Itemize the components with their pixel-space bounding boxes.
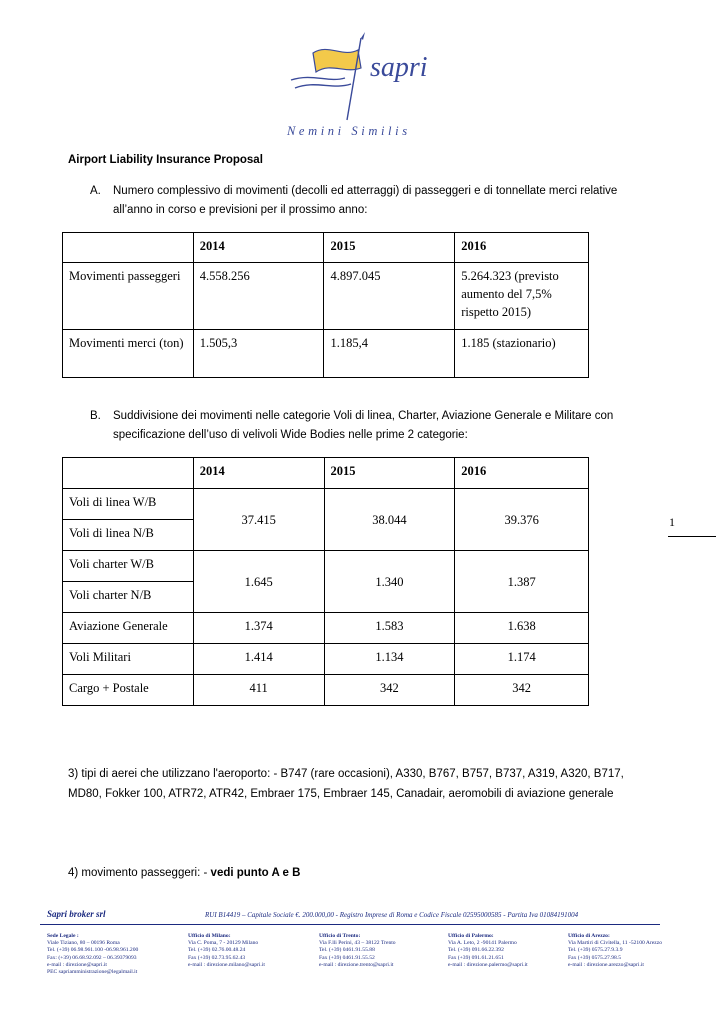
table-cell: 1.505,3 — [193, 330, 324, 378]
office-email: e-mail : direzione.trento@sapri.it — [319, 961, 394, 968]
office-line: Tel. (+39) 091.66.22.392 — [448, 947, 504, 954]
header-cell — [63, 458, 194, 489]
office-line: Via A. Leto, 2 -90141 Palermo — [448, 940, 517, 947]
table-header-row — [63, 233, 589, 263]
office-trento — [319, 933, 396, 969]
row-label: Cargo + Postale — [63, 675, 194, 706]
table-cell: 37.415 — [193, 489, 324, 551]
row-label: Aviazione Generale — [63, 613, 194, 644]
header-cell: 2015 — [324, 233, 455, 263]
table-row — [63, 613, 589, 644]
row-label: Voli Militari — [63, 644, 194, 675]
table-cell: 4.897.045 — [324, 263, 455, 330]
office-palermo — [448, 933, 528, 969]
section-a-marker: A. — [90, 185, 101, 197]
aircraft-types-text: 3) tipi di aerei che utilizzano l'aeroporto: - B747 (rare occasioni), A330, B767, B757, B737, A319, A320, B717, MD80, Fokker 100, ATR72, ATR42, Embraer 175, Embraer 145, Canadair, aeromobili di aviazione generale — [68, 768, 624, 800]
office-line: Via Martiri di Civitella, 11 -52100 Arezzo — [568, 940, 663, 947]
table-cell: 411 — [193, 675, 324, 706]
table-cell: 1.185 (stazionario) — [455, 330, 589, 378]
table-cell: 1.645 — [193, 551, 324, 613]
table-row — [63, 330, 589, 378]
footer-divider — [40, 924, 660, 925]
office-line: Via C. Poma, 7 - 20129 Milano — [188, 940, 259, 947]
table-cell: 1.638 — [455, 613, 589, 644]
office-email: e-mail : direzione.arezzo@sapri.it — [568, 961, 644, 968]
section-a-text: Numero complessivo di movimenti (decolli ed atterraggi) di passeggeri e di tonnellate merci relative all’anno in corso e previsioni per il prossimo anno: — [113, 185, 618, 216]
section-b-text: Suddivisione dei movimenti nelle categorie Voli di linea, Charter, Aviazione Generale e Militare con specificazione dell’uso di velivoli Wide Bodies nelle prime 2 categorie: — [113, 410, 614, 441]
table-cell: 39.376 — [455, 489, 589, 551]
office-line: Via F.lli Perini, 43 – 38122 Trento — [319, 940, 396, 947]
document-title: Airport Liability Insurance Proposal — [68, 154, 263, 166]
office-title: Ufficio di Arezzo: — [568, 933, 610, 939]
table-row — [63, 675, 589, 706]
table-movements — [62, 232, 589, 378]
office-title: Ufficio di Palermo: — [448, 933, 494, 939]
header-cell: 2014 — [193, 458, 324, 489]
row-label: Voli di linea W/B — [63, 489, 194, 520]
office-email: e-mail : direzione@sapri.it — [47, 961, 107, 968]
office-arezzo — [568, 933, 662, 969]
header-cell: 2016 — [455, 233, 589, 263]
row-label: Voli charter W/B — [63, 551, 194, 582]
office-line: Fax (+39) 091.61.21.651 — [448, 954, 504, 961]
office-line: Fax (+39) 02.73.95.62.43 — [188, 954, 246, 961]
office-line: Tel. (+39) 02.76.00.48.24 — [188, 947, 246, 954]
table-row — [63, 263, 589, 330]
table-cell: 342 — [324, 675, 455, 706]
logo-tagline: Nemini Similis — [287, 124, 411, 138]
table-row — [63, 489, 589, 520]
footer-registration: RUI B14419 – Capitale Sociale €. 200.000,00 - Registro Imprese di Roma e Codice Fiscale 02595000585 - Partita Iva 01084191004 — [205, 911, 579, 919]
table-cell: 1.374 — [193, 613, 324, 644]
row-label: Movimenti passeggeri — [63, 263, 194, 330]
row-label: Movimenti merci (ton) — [63, 330, 194, 378]
office-email: e-mail : direzione.milano@sapri.it — [188, 961, 265, 968]
office-line: Fax: (+39) 06.68.92.092 – 06.39379093 — [47, 954, 137, 961]
office-title: Sede Legale : — [47, 933, 79, 939]
table-cell: 1.583 — [324, 613, 455, 644]
passenger-movement-text — [68, 864, 628, 884]
table-cell: 4.558.256 — [193, 263, 324, 330]
office-title: Ufficio di Milano: — [188, 933, 231, 939]
table-cell: 342 — [455, 675, 589, 706]
office-line: Fax (+39) 0575.27.98.5 — [568, 954, 622, 961]
office-milano — [188, 933, 265, 969]
office-line: Fax (+39) 0461.91.55.52 — [319, 954, 375, 961]
table-cell: 1.174 — [455, 644, 589, 675]
table-cell: 1.414 — [193, 644, 324, 675]
page-number-rule — [668, 536, 716, 537]
logo-wordmark: sapri — [370, 52, 428, 83]
office-email: e-mail : direzione.palermo@sapri.it — [448, 961, 528, 968]
row-label: Voli di linea N/B — [63, 520, 194, 551]
table-cell: 1.185,4 — [324, 330, 455, 378]
table-flight-categories — [62, 457, 589, 706]
passenger-movement-prefix: 4) movimento passeggeri: - — [68, 867, 211, 879]
table-cell: 1.340 — [324, 551, 455, 613]
table-cell: 5.264.323 (previsto aumento del 7,5% rispetto 2015) — [455, 263, 589, 330]
section-b-marker: B. — [90, 410, 101, 422]
page-number: 1 — [669, 515, 675, 529]
header-cell: 2014 — [193, 233, 324, 263]
table-cell: 1.134 — [324, 644, 455, 675]
office-line: Tel. (+39) 0461.91.55.88 — [319, 947, 375, 954]
header-cell — [63, 233, 194, 263]
table-row — [63, 644, 589, 675]
header-cell: 2016 — [455, 458, 589, 489]
table-cell: 38.044 — [324, 489, 455, 551]
table-row — [63, 551, 589, 582]
office-pec: PEC sapriamministrazione@legalmail.it — [47, 969, 138, 976]
office-line: Viale Tiziano, 80 – 00196 Roma — [47, 940, 120, 947]
office-line: Tel. (+39) 0575.27.9.3.9 — [568, 947, 623, 954]
table-header-row — [63, 458, 589, 489]
footer-brand: Sapri broker srl — [47, 909, 106, 919]
table-cell: 1.387 — [455, 551, 589, 613]
office-roma — [47, 933, 138, 976]
office-title: Ufficio di Trento: — [319, 933, 361, 939]
passenger-movement-reference: vedi punto A e B — [210, 867, 301, 879]
row-label: Voli charter N/B — [63, 582, 194, 613]
office-line: Tel. (+39) 06.98.961.100 -06.98.961.200 — [47, 947, 139, 954]
header-cell: 2015 — [324, 458, 455, 489]
